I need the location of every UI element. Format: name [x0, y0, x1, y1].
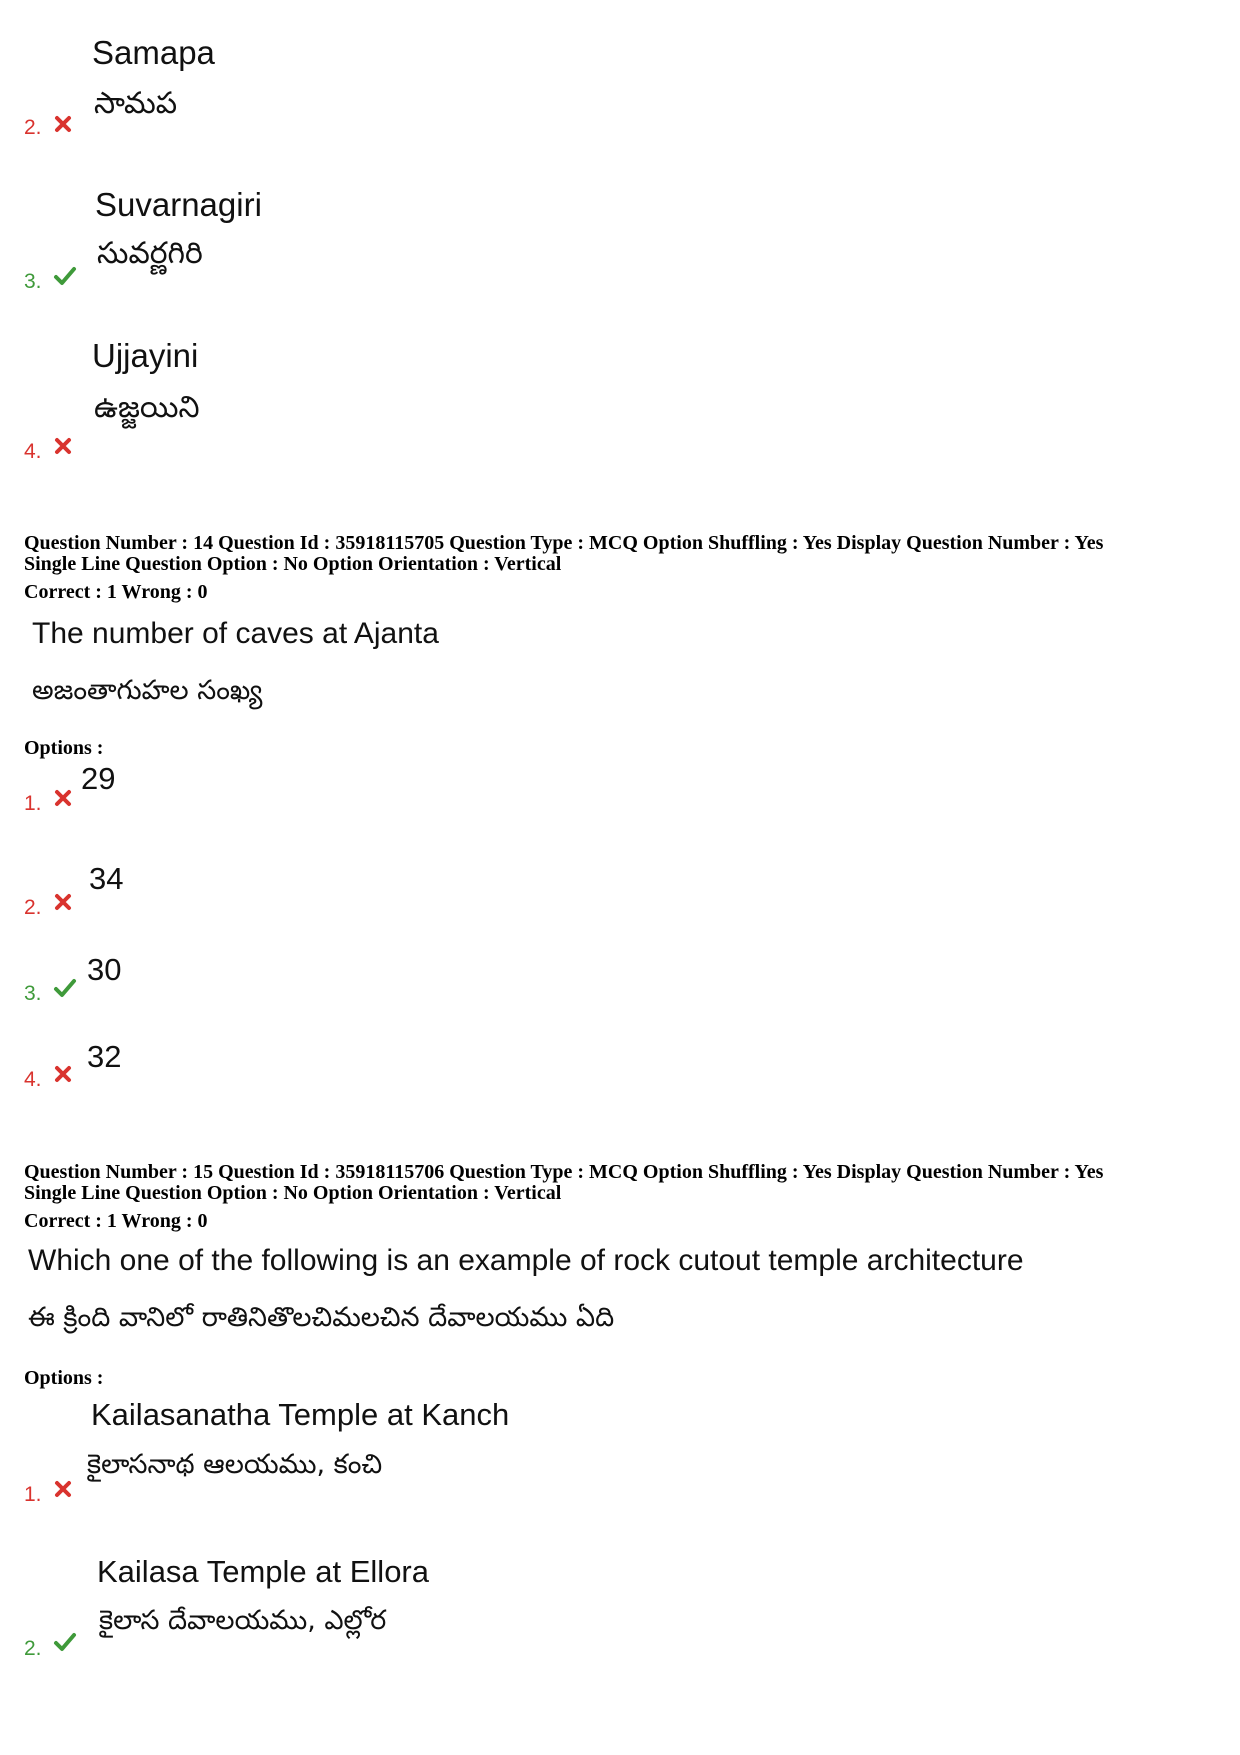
option-number: 4. [24, 440, 42, 463]
option-text-en: Ujjayini [92, 337, 199, 374]
option-text-en: Samapa [92, 34, 215, 71]
wrong-icon [53, 788, 73, 808]
question-text-en: The number of caves at Ajanta [32, 617, 439, 650]
options-label: Options : [24, 737, 104, 759]
check-icon [53, 1632, 77, 1652]
option-value: 32 [87, 1039, 122, 1074]
options-label: Options : [24, 1367, 104, 1389]
question-text-te: అజంతాగుహల సంఖ్య [32, 675, 263, 706]
option-number: 3. [24, 270, 42, 293]
option-number: 3. [24, 982, 42, 1005]
option-number: 2. [24, 896, 42, 919]
question-meta-line1: Question Number : 14 Question Id : 35918115705 Question Type : MCQ Option Shuffling : Yes Display Question Number : Yes [24, 532, 1104, 554]
question-meta-line2: Single Line Question Option : No Option Orientation : Vertical [24, 553, 562, 575]
question-text-te: ఈ క్రింది వానిలో రాతినితొలచిమలచిన దేవాలయము ఏది [28, 1302, 615, 1333]
question-meta-line1: Question Number : 15 Question Id : 35918115706 Question Type : MCQ Option Shuffling : Yes Display Question Number : Yes [24, 1161, 1104, 1183]
option-value: 29 [81, 761, 116, 796]
option-number: 2. [24, 116, 42, 139]
wrong-icon [53, 892, 73, 912]
wrong-icon [53, 1479, 73, 1499]
option-text-en: Kailasa Temple at Ellora [97, 1554, 429, 1589]
option-number: 1. [24, 792, 42, 815]
option-text-en: Suvarnagiri [95, 186, 262, 223]
option-value: 34 [89, 861, 124, 896]
question-meta-line2: Single Line Question Option : No Option Orientation : Vertical [24, 1182, 562, 1204]
question-marks: Correct : 1 Wrong : 0 [24, 1210, 208, 1232]
option-text-te: కైలాసనాథ ఆలయము, కంచి [87, 1449, 383, 1480]
question-text-en: Which one of the following is an example of rock cutout temple architecture [28, 1244, 1024, 1277]
option-text-te: సామప [94, 86, 178, 121]
option-number: 2. [24, 1637, 42, 1660]
wrong-icon [53, 114, 73, 134]
check-icon [53, 978, 77, 998]
option-number: 1. [24, 1483, 42, 1506]
option-text-te: సువర్ణగిరి [97, 236, 203, 271]
option-text-en: Kailasanatha Temple at Kanch [91, 1397, 510, 1432]
option-text-te: ఉజ్జయిని [94, 390, 200, 425]
option-number: 4. [24, 1068, 42, 1091]
option-value: 30 [87, 952, 122, 987]
option-text-te: కైలాస దేవాలయము, ఎల్లోర [99, 1605, 387, 1636]
question-marks: Correct : 1 Wrong : 0 [24, 581, 208, 603]
wrong-icon [53, 1064, 73, 1084]
wrong-icon [53, 436, 73, 456]
check-icon [53, 266, 77, 286]
